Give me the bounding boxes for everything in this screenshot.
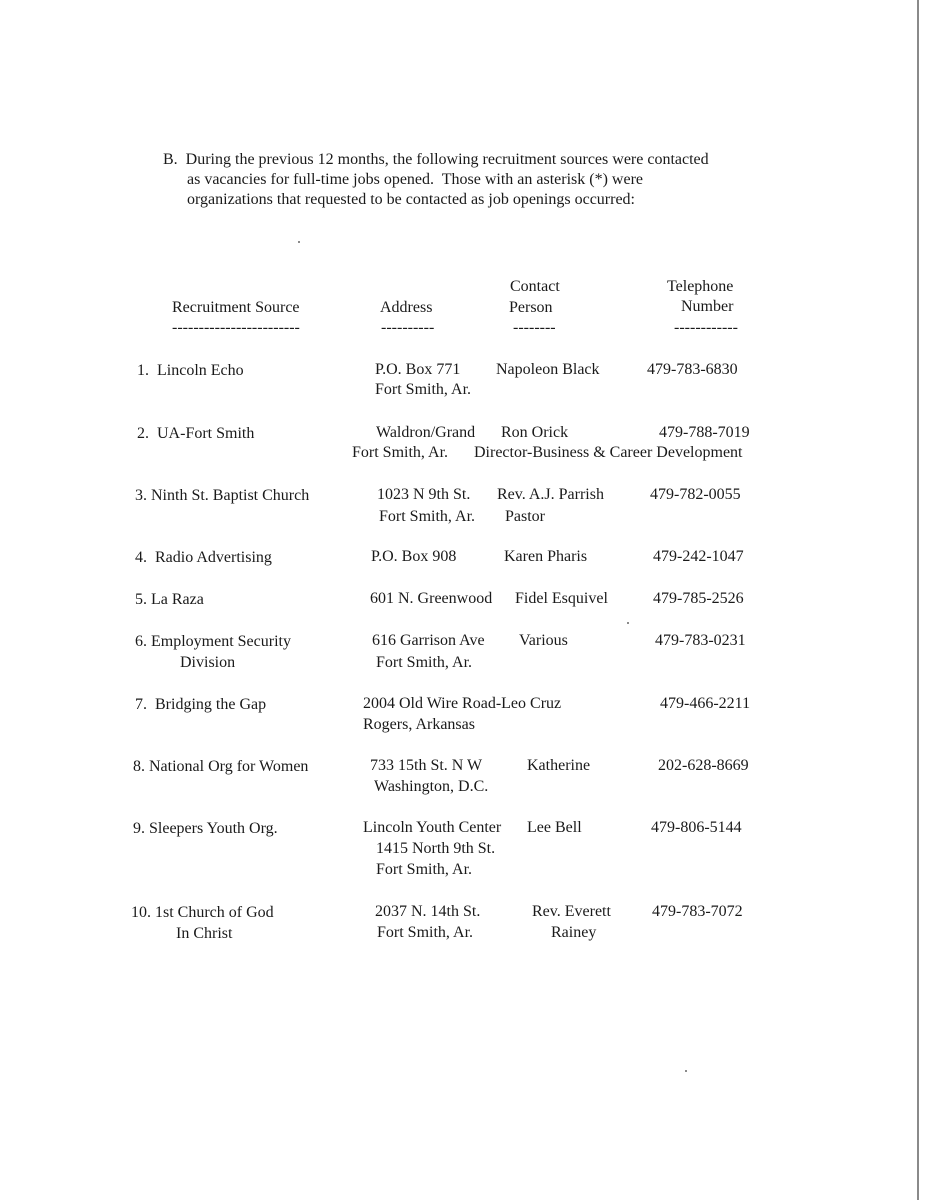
row-source: 9. Sleepers Youth Org. bbox=[133, 820, 278, 837]
row-contact: Rev. A.J. Parrish bbox=[497, 486, 604, 503]
header-underline: ---------- bbox=[381, 319, 435, 336]
row-address: Lincoln Youth Center bbox=[363, 819, 502, 836]
header-recruitment-source: Recruitment Source bbox=[172, 299, 300, 316]
header-number: Number bbox=[681, 298, 734, 315]
row-source: 3. Ninth St. Baptist Church bbox=[135, 487, 310, 504]
row-contact: Fidel Esquivel bbox=[515, 590, 608, 607]
header-underline: -------- bbox=[513, 319, 556, 336]
header-underline: ------------------------ bbox=[172, 319, 300, 336]
row-contact: Ron Orick bbox=[501, 424, 569, 441]
intro-line: B. During the previous 12 months, the following recruitment sources were contacted bbox=[163, 151, 709, 168]
row-source: 1. Lincoln Echo bbox=[137, 362, 244, 379]
row-contact: Karen Pharis bbox=[504, 548, 588, 565]
row-contact: Lee Bell bbox=[527, 819, 582, 836]
row-source: 7. Bridging the Gap bbox=[135, 696, 267, 713]
row-address: Rogers, Arkansas bbox=[363, 716, 475, 733]
row-phone: 479-242-1047 bbox=[653, 548, 744, 565]
row-contact: Rev. Everett bbox=[532, 903, 611, 920]
row-contact: Various bbox=[519, 632, 568, 649]
row-address: Fort Smith, Ar. bbox=[376, 861, 473, 878]
row-source: 8. National Org for Women bbox=[133, 758, 309, 775]
row-phone: 479-782-0055 bbox=[650, 486, 741, 503]
row-address: Fort Smith, Ar. bbox=[375, 381, 472, 398]
row-contact: Napoleon Black bbox=[496, 361, 600, 378]
row-phone: 479-806-5144 bbox=[651, 819, 742, 836]
row-source: 4. Radio Advertising bbox=[135, 549, 272, 566]
header-contact: Contact bbox=[510, 278, 560, 295]
speck-mark bbox=[627, 622, 629, 624]
row-source: Division bbox=[180, 654, 236, 671]
row-source: 10. 1st Church of God bbox=[131, 904, 274, 921]
row-source: In Christ bbox=[176, 925, 233, 942]
row-phone: 479-788-7019 bbox=[659, 424, 750, 441]
row-address: 616 Garrison Ave bbox=[372, 632, 485, 649]
row-address: 2004 Old Wire Road-Leo Cruz bbox=[363, 695, 562, 712]
row-address: Fort Smith, Ar. bbox=[352, 444, 449, 461]
row-phone: 479-783-0231 bbox=[655, 632, 746, 649]
intro-line: as vacancies for full-time jobs opened. Those with an asterisk (*) were bbox=[163, 171, 643, 188]
row-phone: 479-783-6830 bbox=[647, 361, 738, 378]
row-address: Fort Smith, Ar. bbox=[379, 508, 476, 525]
row-address: Washington, D.C. bbox=[374, 778, 489, 795]
row-address: 733 15th St. N W bbox=[370, 757, 483, 774]
row-contact: Katherine bbox=[527, 757, 591, 774]
row-contact: Rainey bbox=[551, 924, 597, 941]
row-address: P.O. Box 908 bbox=[371, 548, 457, 565]
row-source: 5. La Raza bbox=[135, 591, 204, 608]
header-telephone: Telephone bbox=[667, 278, 734, 295]
header-person: Person bbox=[509, 299, 553, 316]
row-phone: 479-783-7072 bbox=[652, 903, 743, 920]
speck-mark bbox=[685, 1070, 687, 1072]
speck-mark bbox=[298, 241, 300, 243]
header-underline: ------------ bbox=[674, 319, 738, 336]
row-address: Waldron/Grand bbox=[376, 424, 476, 441]
intro-paragraph bbox=[163, 150, 783, 210]
row-address: 1415 North 9th St. bbox=[376, 840, 496, 857]
row-address: 1023 N 9th St. bbox=[377, 486, 471, 503]
page-edge-line bbox=[917, 0, 919, 1200]
row-address: Fort Smith, Ar. bbox=[376, 654, 473, 671]
row-contact: Director-Business & Career Development bbox=[474, 444, 743, 461]
row-source: 6. Employment Security bbox=[135, 633, 291, 650]
row-address: P.O. Box 771 bbox=[375, 361, 461, 378]
row-contact: Pastor bbox=[505, 508, 545, 525]
intro-line: organizations that requested to be contacted as job openings occurred: bbox=[163, 191, 635, 208]
row-address: 601 N. Greenwood bbox=[370, 590, 493, 607]
row-address: 2037 N. 14th St. bbox=[375, 903, 481, 920]
row-address: Fort Smith, Ar. bbox=[377, 924, 474, 941]
row-phone: 202-628-8669 bbox=[658, 757, 749, 774]
row-source: 2. UA-Fort Smith bbox=[137, 425, 255, 442]
header-address: Address bbox=[380, 299, 433, 316]
row-phone: 479-785-2526 bbox=[653, 590, 744, 607]
row-phone: 479-466-2211 bbox=[660, 695, 751, 712]
